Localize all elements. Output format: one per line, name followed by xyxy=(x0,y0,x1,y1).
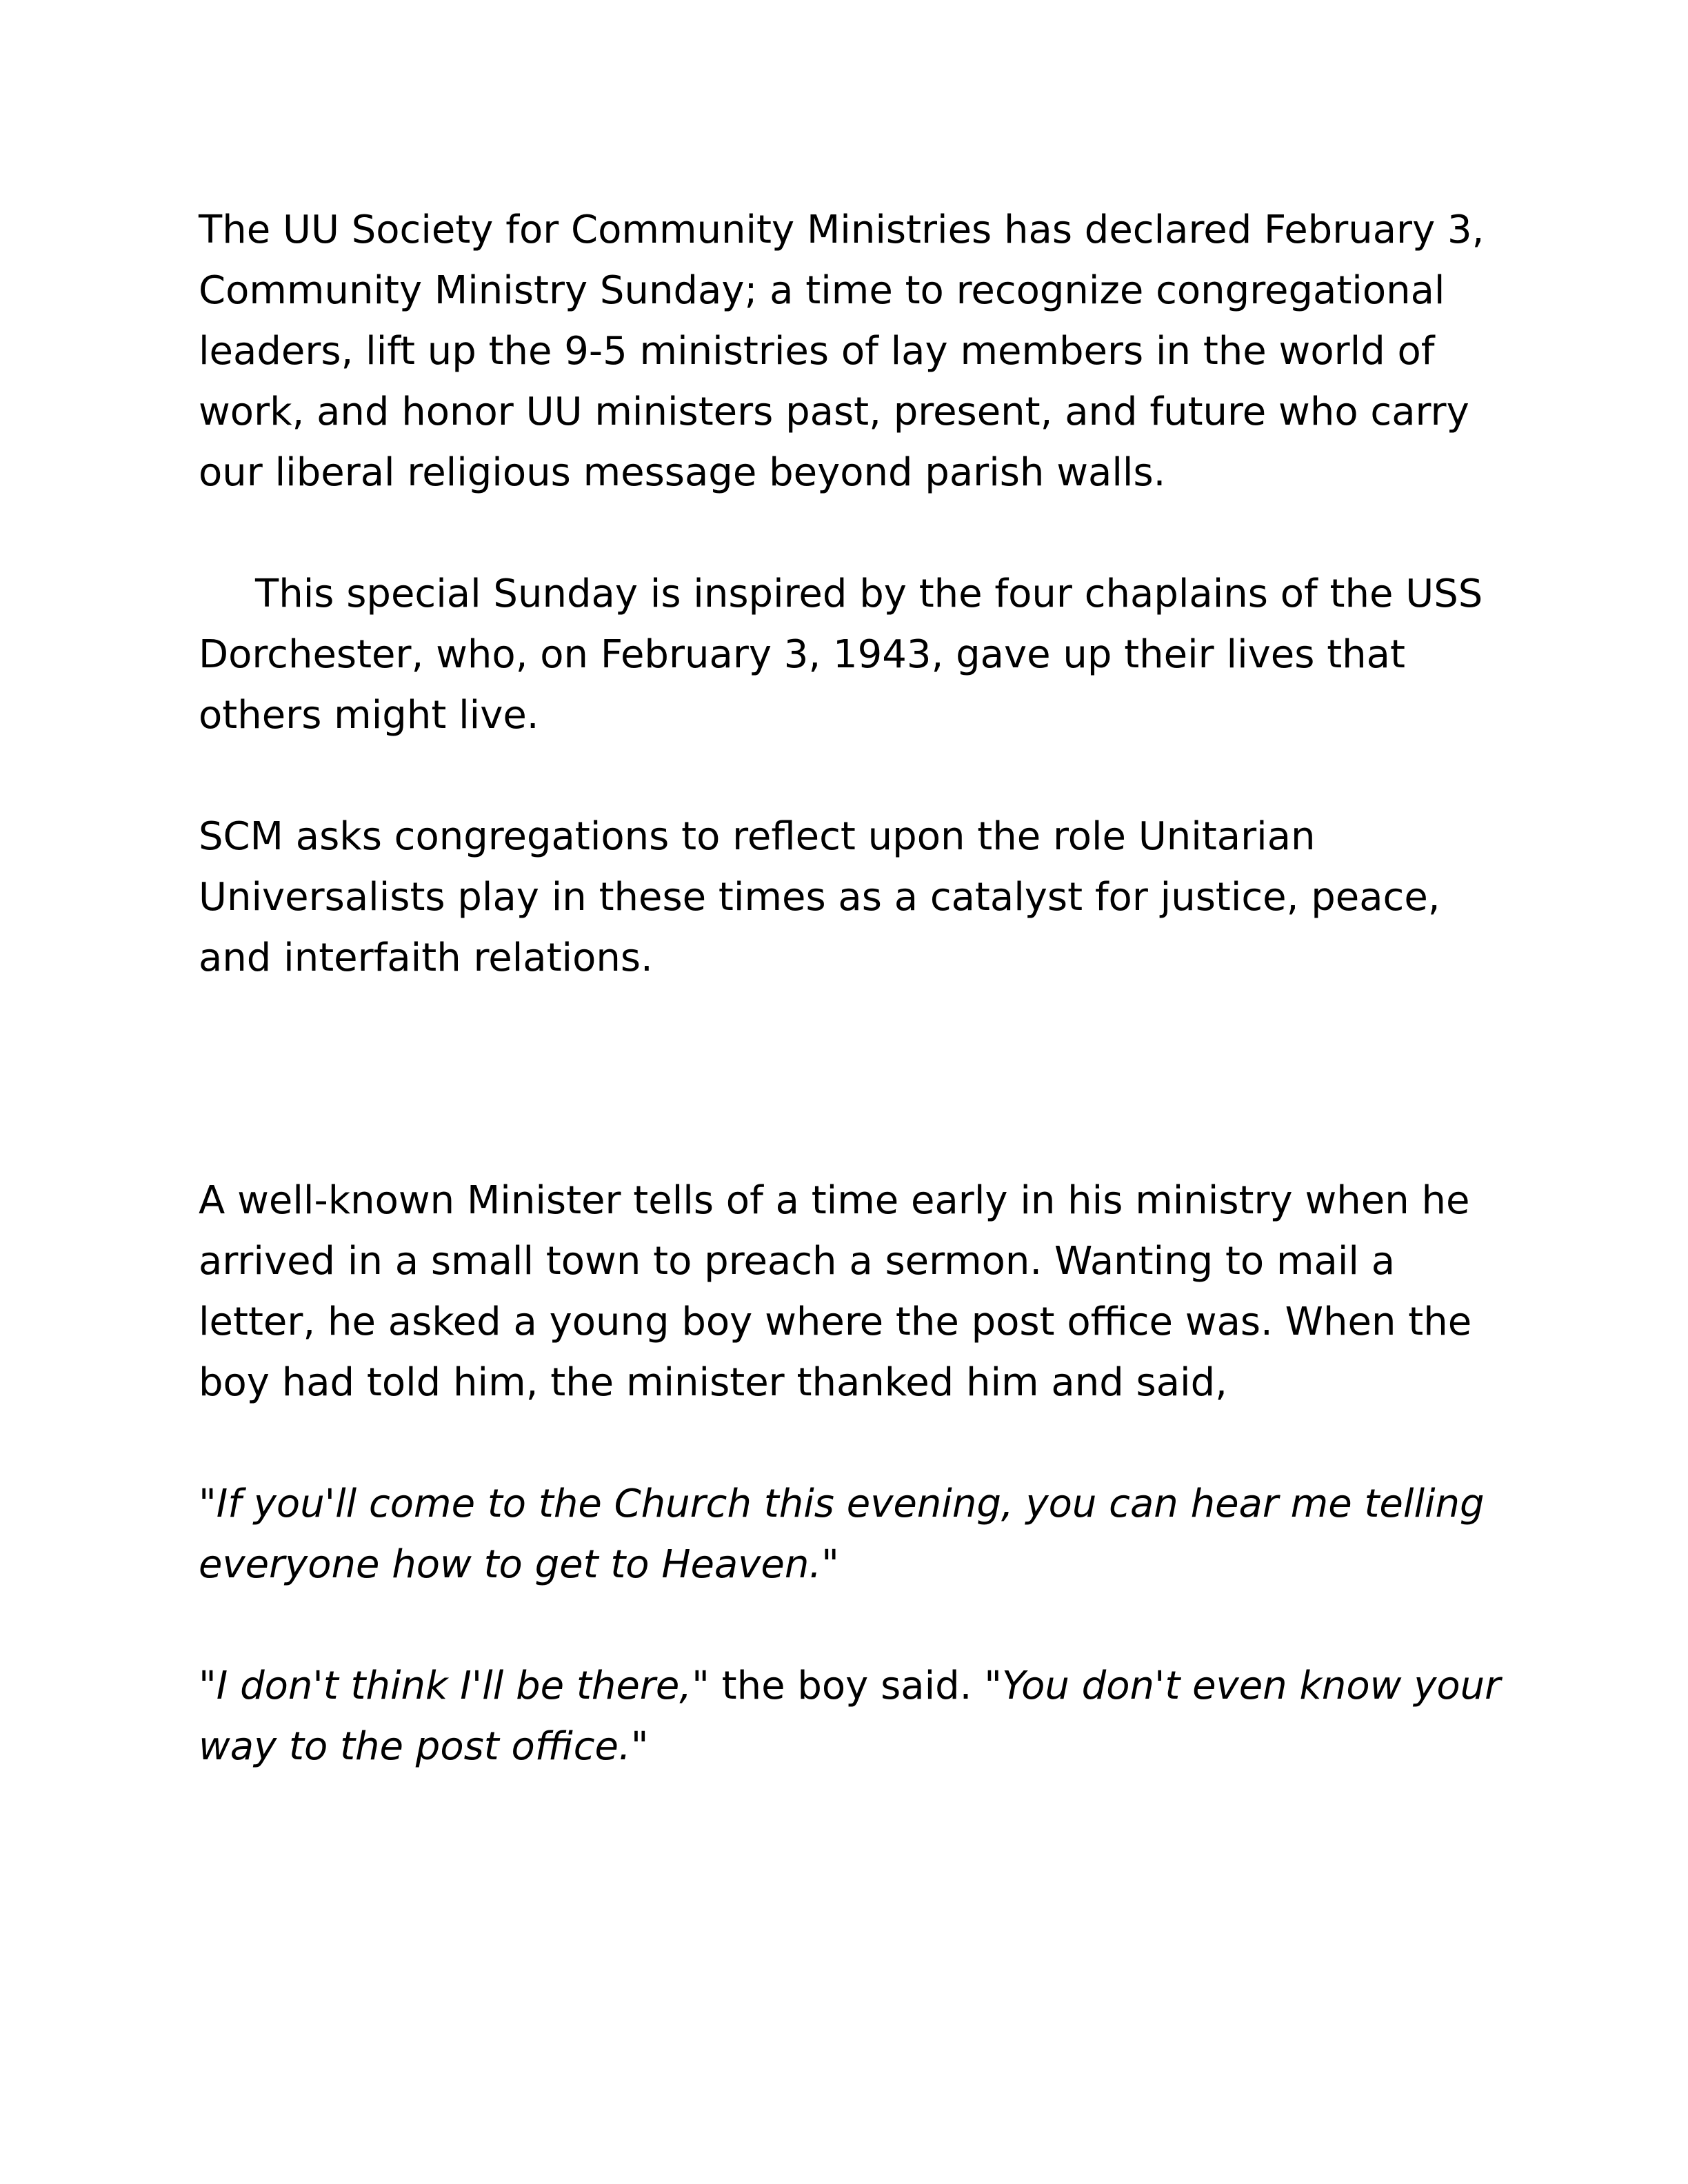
boy-quote-part2: "You don't even know your way to the post office." xyxy=(199,1664,1501,1769)
document-page xyxy=(199,200,1509,1777)
paragraph-boy-reply xyxy=(199,1656,1509,1777)
paragraph-scm: SCM asks congregations to reflect upon the role Unitarian Universalists play in these times as a catalyst for justice, peace, and interfaith relations. xyxy=(199,814,1440,980)
paragraph-minister-quote: "If you'll come to the Church this evening, you can hear me telling everyone how to get to Heaven." xyxy=(199,1482,1485,1587)
paragraph-story: A well-known Minister tells of a time early in his ministry when he arrived in a small town to preach a sermon. Wanting to mail a letter, he asked a young boy where the post office was. When the boy had told him, the minister thanked him and said, xyxy=(199,1178,1472,1405)
paragraph-intro: The UU Society for Community Ministries has declared February 3, Community Ministry Sunday; a time to recognize congregational leaders, lift up the 9-5 ministries of lay members in the world of work, and honor UU ministers past, present, and future who carry our liberal religious message beyond parish walls. xyxy=(199,208,1485,495)
boy-quote-part1: "I don't think I'll be there," xyxy=(199,1664,710,1708)
boy-said-text: the boy said. xyxy=(709,1664,985,1708)
paragraph-chaplains: This special Sunday is inspired by the four chaplains of the USS Dorchester, who, on February 3, 1943, gave up their lives that others might live. xyxy=(199,572,1483,738)
